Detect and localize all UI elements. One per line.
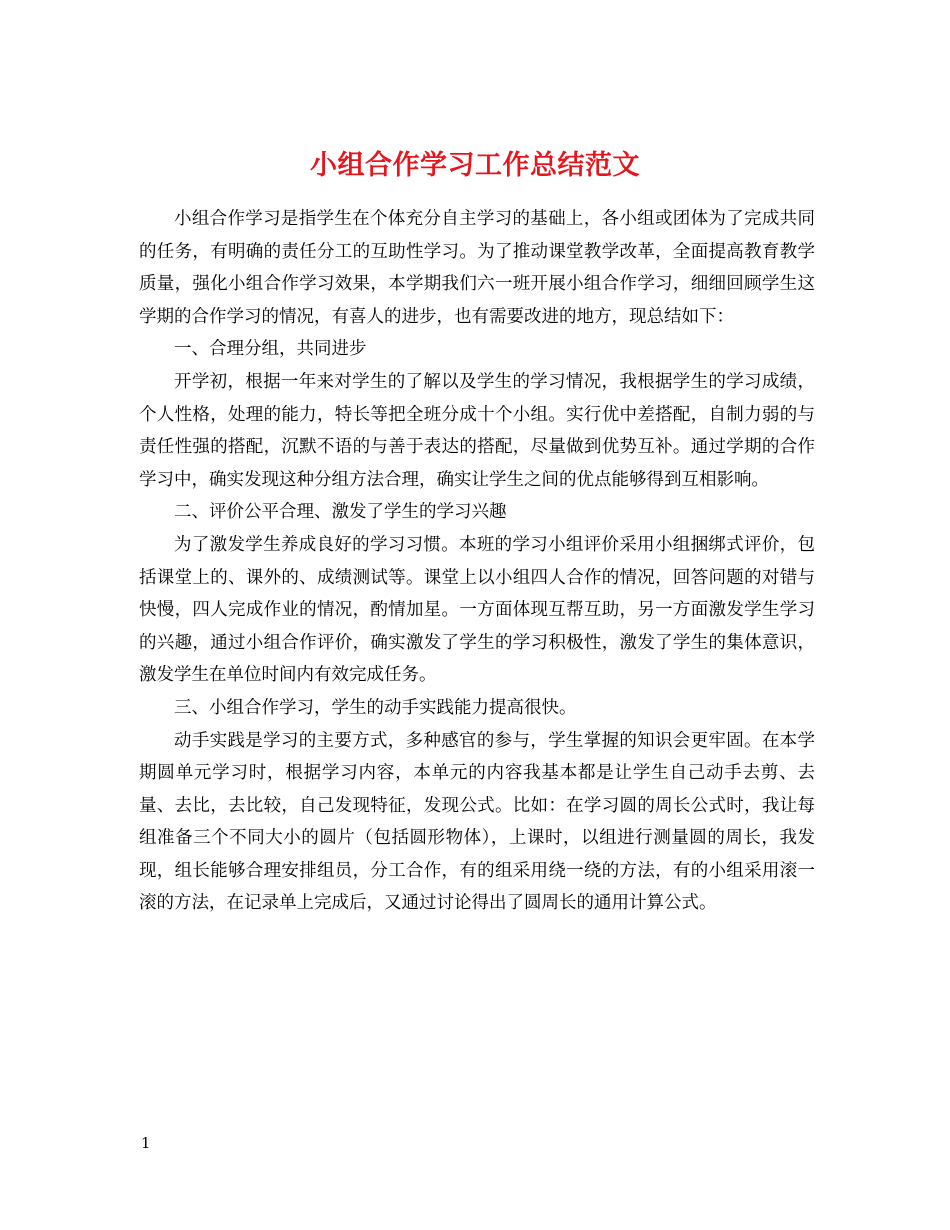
section-heading-2: 二、评价公平合理、激发了学生的学习兴趣 [174,502,507,523]
section-heading-3: 三、小组合作学习，学生的动手实践能力提高很快。 [174,697,577,718]
section-paragraph-2: 为了激发学生养成良好的学习习惯。本班的学习小组评价采用小组捆绑式评价，包括课堂上的、课外的、成绩测试等。课堂上以小组四人合作的情况，回答问题的对错与快慢，四人完成作业的情况，酌情加星。一方面体现互帮互助，另一方面激发学生学习的兴趣，通过小组合作评价，确实激发了学生的学习积极性，激发了学生的集体意识，激发学生在单位时间内有效完成任务。 [139,534,815,686]
section-paragraph-1: 开学初，根据一年来对学生的了解以及学生的学习情况，我根据学生的学习成绩，个人性格，处理的能力，特长等把全班分成十个小组。实行优中差搭配，自制力弱的与责任性强的搭配，沉默不语的与善于表达的搭配，尽量做到优势互补。通过学期的合作学习中，确实发现这种分组方法合理，确实让学生之间的优点能够得到互相影响。 [139,371,815,490]
page-number: 1 [141,1134,151,1152]
intro-paragraph: 小组合作学习是指学生在个体充分自主学习的基础上，各小组或团体为了完成共同的任务，有明确的责任分工的互助性学习。为了推动课堂教学改革，全面提高教育教学质量，强化小组合作学习效果，本学期我们六一班开展小组合作学习，细细回顾学生这学期的合作学习的情况，有喜人的进步，也有需要改进的地方，现总结如下： [139,209,815,327]
document-body [139,203,815,920]
section-paragraph-3: 动手实践是学习的主要方式，多种感官的参与，学生掌握的知识会更牢固。在本学期圆单元学习时，根据学习内容，本单元的内容我基本都是让学生自己动手去剪、去量、去比，去比较，自己发现特征，发现公式。比如：在学习圆的周长公式时，我让每组准备三个不同大小的圆片（包括圆形物体），上课时，以组进行测量圆的周长，我发现，组长能够合理安排组员，分工合作，有的组采用绕一绕的方法，有的小组采用滚一滚的方法，在记录单上完成后，又通过讨论得出了圆周长的通用计算公式。 [139,730,815,914]
document-title: 小组合作学习工作总结范文 [310,150,640,182]
section-heading-1: 一、合理分组，共同进步 [174,339,367,360]
